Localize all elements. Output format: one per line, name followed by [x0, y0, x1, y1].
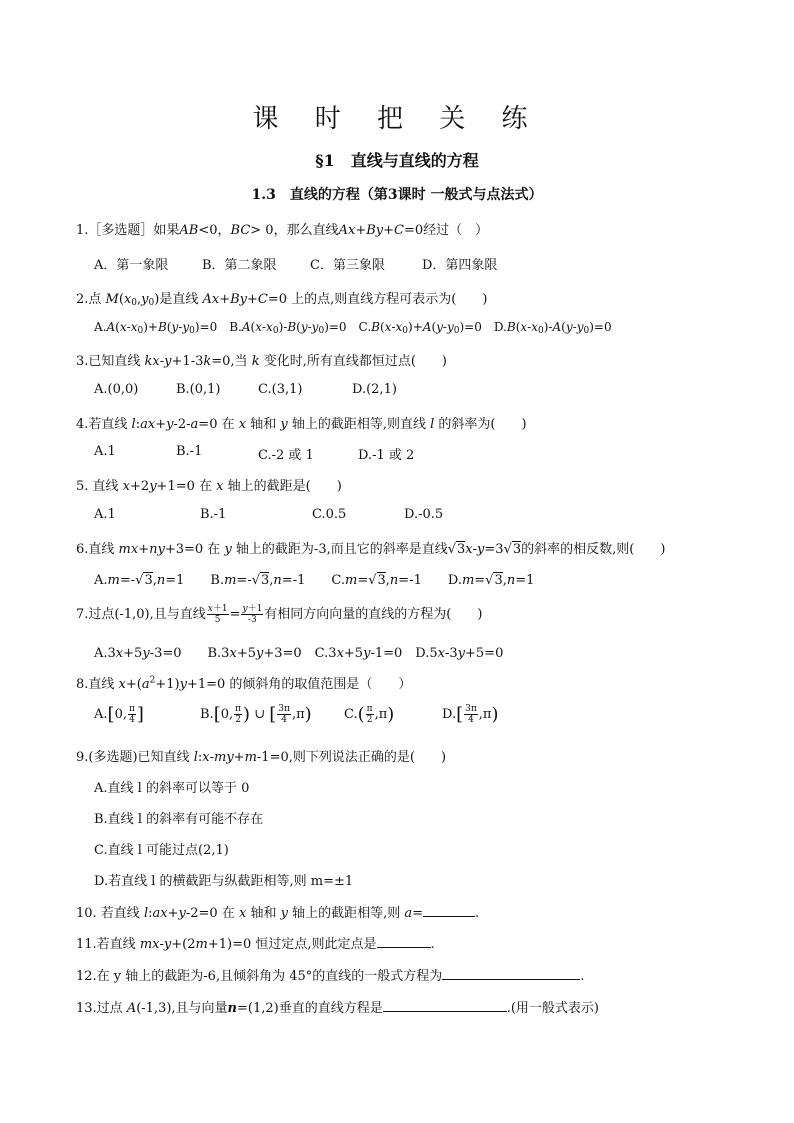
q3-option-c: C.(3,1) — [258, 382, 303, 397]
q9-option-b: B.直线 l 的斜率有可能不存在 — [94, 812, 264, 827]
q8-option-b: B.[0, $\frac{\pi}{2}$ ) ∪ [ $\frac{3\pi}{4}$ ,π) — [200, 704, 312, 725]
q13-answer-blank[interactable] — [383, 999, 507, 1012]
q7-options: A.3x+5y-3=0 B.3x+5y+3=0 C.3x+5y-1=0 D.5x-3y+5=0 — [94, 646, 504, 661]
question-9: 9.(多选题)已知直线 l:x-my+m-1=0,则下列说法正确的是( ) — [76, 750, 447, 765]
q5-option-d: D.-0.5 — [404, 507, 444, 522]
q3-option-d: D.(2,1) — [352, 382, 397, 397]
q8-option-c: C.( $\frac{\pi}{2}$ ,π) — [344, 704, 395, 725]
question-6: 6.直线 mx+ny+3=0 在 y 轴上的截距为-3,而且它的斜率是直线√3x-y=3√3的斜率的相反数,则( ) — [76, 542, 666, 557]
question-4: 4.若直线 l:ax+y-2-a=0 在 x 轴和 y 轴上的截距相等,则直线 l 的斜率为( ) — [76, 417, 527, 432]
q2-options: $A.A(x-x_0)+B(y-y_0)=0$ $B.A(x-x_0)-B(y-y_0)=0$ $C.B(x-x_0)+A(y-y_0)=0$ $D.B(x-x_0)-A(y-y_0)=0$ — [94, 320, 612, 336]
question-3: 3.已知直线 kx-y+1-3k=0,当 k 变化时,所有直线都恒过点( ) — [76, 354, 447, 369]
q4-option-a: A.1 — [94, 444, 116, 459]
page-title: 课 时 把 关 练 — [252, 104, 542, 134]
q11-answer-blank[interactable] — [377, 935, 431, 948]
q3-option-a: A.(0,0) — [94, 382, 139, 397]
q8-option-d: D.[ $\frac{3\pi}{4}$ ,π) — [442, 704, 499, 725]
q4-option-b: B.-1 — [176, 444, 203, 459]
q6-options: A.m=-√3,n=1 B.m=-√3,n=-1 C.m=√3,n=-1 D.m=√3,n=1 — [94, 573, 535, 588]
q5-option-c: C.0.5 — [312, 507, 347, 522]
q8-option-a: A.[0, $\frac{\pi}{4}$ ] — [94, 704, 144, 725]
section-heading: §1 直线与直线的方程 — [315, 151, 479, 170]
question-7: 7.过点(-1,0),且与直线 $\frac{x+1}{5}$ = $\frac{y+1}{-3}$ 有相同方向向量的直线的方程为( ) — [76, 604, 483, 625]
q9-option-d: D.若直线 l 的横截距与纵截距相等,则 m=±1 — [94, 874, 354, 889]
question-10: 10. 若直线 l:ax+y-2=0 在 x 轴和 y 轴上的截距相等,则 a= . — [76, 906, 480, 921]
q9-option-a: A.直线 l 的斜率可以等于 0 — [94, 781, 250, 796]
q4-option-d: D.-1 或 2 — [358, 448, 415, 463]
q1-option-b: B．第二象限 — [202, 258, 277, 273]
q3-option-b: B.(0,1) — [176, 382, 221, 397]
q5-option-b: B.-1 — [200, 507, 227, 522]
q1-option-a: A．第一象限 — [94, 258, 169, 273]
question-8: 8.直线 $x+(a^2+1)y+1=0$ 的倾斜角的取值范围是（ ） — [76, 675, 412, 692]
question-5: 5. 直线 x+2y+1=0 在 x 轴上的截距是( ) — [76, 479, 342, 494]
q12-answer-blank[interactable] — [442, 967, 580, 980]
q1-option-d: D．第四象限 — [422, 258, 498, 273]
question-2: 2.点 $M(x_0,y_0)$是直线 Ax+By+C=0 上的点,则直线方程可表示为( ) — [76, 292, 488, 308]
q12-text: 12.在 y 轴上的截距为-6,且倾斜角为 45°的直线的一般式方程为 — [76, 969, 443, 984]
q4-option-c: C.-2 或 1 — [258, 448, 314, 463]
q1-option-c: C．第三象限 — [310, 258, 385, 273]
question-13: 13.过点 A(-1,3),且与向量n=(1,2)垂直的直线方程是 .(用一般式表示) — [76, 1001, 599, 1016]
q9-option-c: C.直线 l 可能过点(2,1) — [94, 843, 229, 858]
subsection-heading: 1.3 直线的方程（第3课时 一般式与点法式） — [251, 187, 543, 203]
question-12: 12.在 y 轴上的截距为-6,且倾斜角为 45°的直线的一般式方程为 . — [76, 969, 585, 984]
q5-option-a: A.1 — [94, 507, 116, 522]
question-11: 11.若直线 mx-y+(2m+1)=0 恒过定点,则此定点是 . — [76, 937, 435, 952]
question-1: 1.［多选题］如果AB<0，BC> 0，那么直线Ax+By+C=0经过（ ） — [76, 223, 489, 238]
q10-answer-blank[interactable] — [423, 904, 475, 917]
